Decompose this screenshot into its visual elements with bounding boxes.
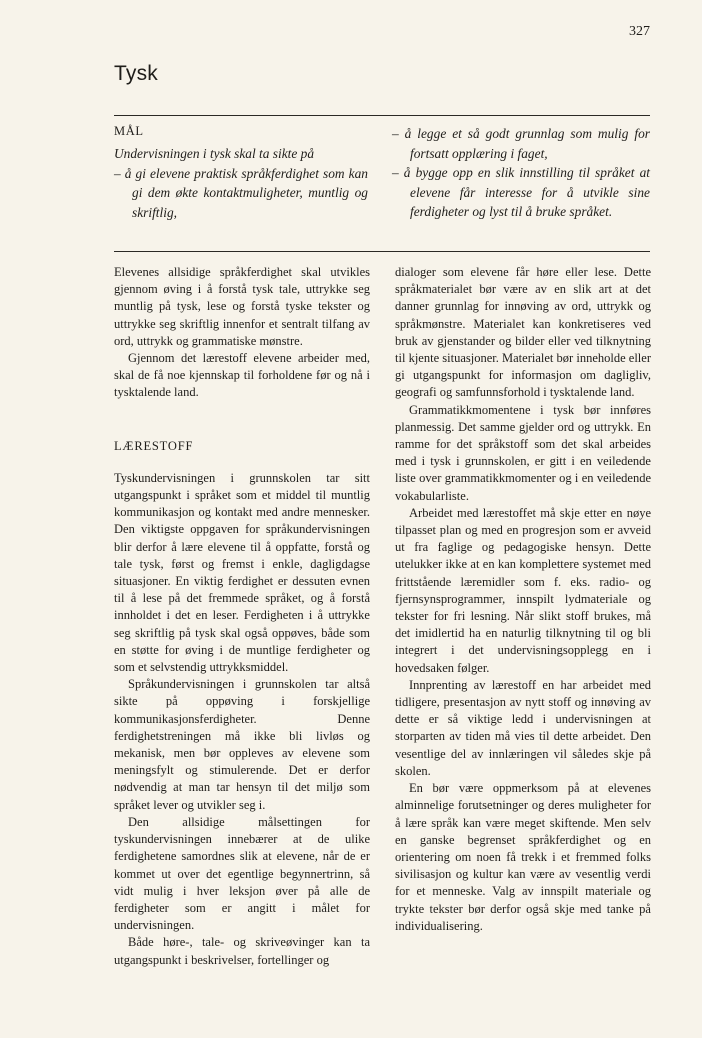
body-paragraph: Innprenting av lærestoff en har arbeidet med tidligere, presentasjon av nytt stoff og innøving av dette er så viktige ledd i undervisningen at storparten av tiden må vies til dette arbeidet. Den vesentlige del av innlæringen vil således skje på skolen. <box>395 677 651 778</box>
body-paragraph: Både høre-, tale- og skriveøvinger kan ta utgangspunkt i beskrivelser, fortellinger og <box>114 935 370 967</box>
goals-top-rule <box>114 115 650 116</box>
intro-paragraph: Elevenes allsidige språkferdighet skal utvikles gjennom øving i å forstå tysk tale, uttrykke seg muntlig på tysk, lese og forstå tyske tekster og uttrykke seg skriftlig innenfor et sentralt tilfang av ord, uttrykk og grammatiske mønstre. <box>114 265 370 348</box>
body-paragraph: Grammatikkmomentene i tysk bør innføres planmessig. Det samme gjelder ord og uttrykk. En ramme for det språkstoff som det skal arbeides med i tysk i grunnskolen, er gitt i en veiledende liste over grammatikkmomenter og i en veiledende vokabularliste. <box>395 402 651 503</box>
body-paragraph: Arbeidet med lærestoffet må skje etter en nøye tilpasset plan og med en progresjon som er avveid ut fra faglige og pedagogiske hensyn. Dette utelukker ikke at en kan komplettere systemet med frittstående læremidler som f. eks. radio- og fjernsynsprogrammer, innspilt lydmateriale og tekster for fri lesning. Når slikt stoff brukes, må det imidlertid ha en naturlig tilknytning til og bli integrert i det undervisningsopplegg en i hovedsaken følger. <box>395 505 651 675</box>
goals-heading: MÅL <box>114 124 144 138</box>
goals-column-right <box>392 124 650 222</box>
body-paragraph: Tyskundervisningen i grunnskolen tar sitt utgangspunkt i språket som et middel til muntlig kommunikasjon og kontakt med andre mennesker. Den viktigste oppgaven for språkundervisningen blir derfor å lære elevene til å oppfatte, forstå og tale tysk, først og fremst i enkle, dagligdagse situasjoner. En viktig ferdighet er dessuten evnen til å lese på det fremmede språket, og å forstå innholdet i det en leser. Ferdigheten i å uttrykke seg skriftlig på tysk skal også oppøves, både som en støtte for øving i de muntlige ferdigheter og som et selvstendig uttrykksmiddel. <box>114 470 370 675</box>
goal-item-1: – å gi elevene praktisk språkferdighet som kan gi dem økte kontaktmuligheter, muntlig og skriftlig, <box>114 165 368 220</box>
text-column-right <box>395 264 651 935</box>
goals-bottom-rule <box>114 251 650 252</box>
chapter-title: Tysk <box>114 62 158 85</box>
goal-item-3: – å bygge opp en slik innstilling til språket at elevene får interesse for å utvikle sine ferdigheter og lyst til å bruke språket. <box>392 165 650 219</box>
page-number: 327 <box>629 24 650 39</box>
body-paragraph: En bør være oppmerksom på at elevenes alminnelige forutsetninger og deres muligheter for å lære språk kan være meget skiftende. Men selv en ganske begrenset språkferdighet og en orientering om noen få trekk i et fremmed folks sivilisasjon og kultur kan være av vesentlig verdi for et menneske. Valg av innspilt materiale og trykte tekster bør derfor også skje med tanke på individualisering. <box>395 781 651 933</box>
text-column-left <box>114 264 370 969</box>
goal-item-2: – å legge et så godt grunnlag som mulig for fortsatt opplæring i faget, <box>392 126 650 161</box>
body-paragraph: Den allsidige målsettingen for tyskundervisningen innebærer at de ulike ferdighetene samordnes slik at elevene, når de er kommet ut over det egentlige begynnertrinn, så vidt mulig i hver leksjon øver på alle de ferdigheter som er angitt i målet for undervisningen. <box>114 814 370 933</box>
body-paragraph: dialoger som elevene får høre eller lese. Dette språkmaterialet bør være av en slik art at det danner grunnlag for innøving av ord, uttrykk og språkmønstre. Materialet kan konkretiseres ved bruk av gjenstander og bilder eller ved tilknytning til kjente situasjoner. Materialet bør inneholde eller gi utgangspunkt for informasjon om dagligliv, geografi og samfunnsforhold i tysktalende land. <box>395 265 651 400</box>
body-paragraph: Språkundervisningen i grunnskolen tar altså sikte på oppøving i forskjellige kommunikasjonsferdigheter. Denne ferdighetstreningen må ikke bli livløs og mekanisk, men bør oppleves av elevene som meningsfylt og stimulerende. Det er derfor nødvendig at man tar hensyn til det miljø som språket lever og utvikler seg i. <box>114 677 370 812</box>
goals-intro: Undervisningen i tysk skal ta sikte på <box>114 146 315 161</box>
intro-paragraph: Gjennom det lærestoff elevene arbeider med, skal de få noe kjennskap til forholdene før og nå i tysktalende land. <box>114 351 370 400</box>
goals-column-left <box>114 144 368 222</box>
material-heading: LÆRESTOFF <box>114 438 194 453</box>
